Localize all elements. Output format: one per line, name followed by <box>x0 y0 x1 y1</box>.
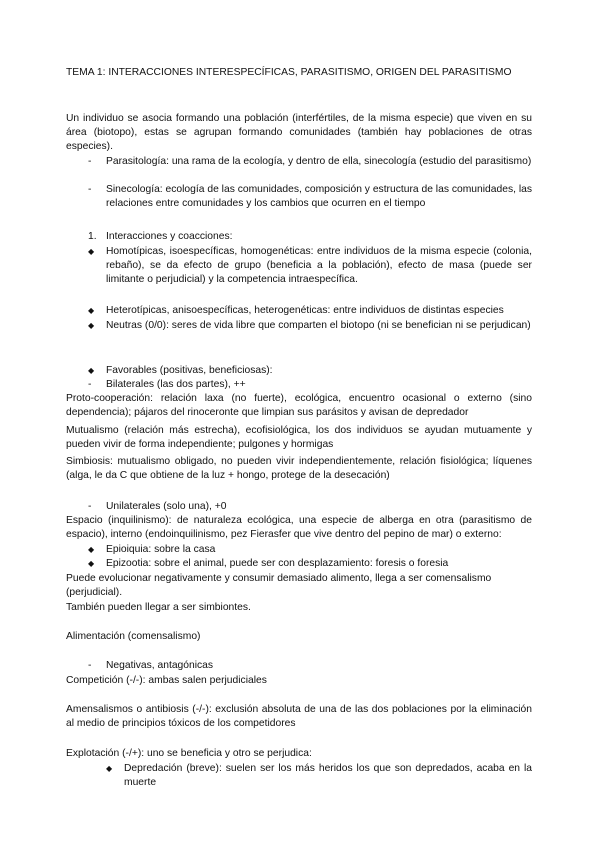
dash-marker: - <box>88 501 92 512</box>
bullet-icon: ◆ <box>88 366 95 375</box>
list-item: Heterotípicas, anisoespecíficas, heterogenéticas: entre individuos de distintas especies <box>106 305 504 316</box>
paragraph-espacio: Espacio (inquilinismo): de naturaleza ecológica, una especie de alberga en otra (parasitismo de espacio), interno (endoinquilinismo, pez Fierasfer que vive dentro del pepino de mar) o externo: <box>66 515 532 541</box>
list-item: Bilaterales (las dos partes), ++ <box>106 379 246 390</box>
paragraph-explotacion: Explotación (-/+): uno se beneficia y otro se perjudica: <box>66 748 312 759</box>
paragraph-evolucionar: Puede evolucionar negativamente y consumir demasiado alimento, llega a ser comensalismo (perjudicial). <box>66 573 492 599</box>
dash-marker: - <box>88 184 92 195</box>
bullet-icon: ◆ <box>106 764 113 773</box>
paragraph-mutualismo: Mutualismo (relación más estrecha), ecofisiológica, los dos individuos se ayudan mutuamente y pueden vivir de forma independiente; pulgones y hormigas <box>66 425 532 451</box>
list-item: Favorables (positivas, beneficiosas): <box>106 365 273 376</box>
list-item: Epioiquia: sobre la casa <box>106 544 216 555</box>
page-title: TEMA 1: INTERACCIONES INTERESPECÍFICAS, PARASITISMO, ORIGEN DEL PARASITISMO <box>66 67 512 78</box>
numbered-heading: Interacciones y coacciones: <box>106 231 233 242</box>
dash-marker: - <box>88 379 92 390</box>
paragraph-alimentacion: Alimentación (comensalismo) <box>66 631 201 642</box>
list-item: Epizootia: sobre el animal, puede ser con desplazamiento: foresis o foresia <box>106 558 449 569</box>
number-marker: 1. <box>88 231 97 242</box>
paragraph-amensalismo: Amensalismos o antibiosis (-/-): exclusión absoluta de una de las dos poblaciones por la eliminación al medio de principios tóxicos de los competidores <box>66 704 532 730</box>
intro-paragraph: Un individuo se asocia formando una población (interfértiles, de la misma especie) que viven en su área (biotopo), estas se agrupan formando comunidades (también hay poblaciones de otras especies). <box>66 113 532 153</box>
paragraph-simbiontes: También pueden llegar a ser simbiontes. <box>66 602 251 613</box>
dash-marker: - <box>88 156 92 167</box>
dash-marker: - <box>88 660 92 671</box>
list-item: Negativas, antagónicas <box>106 660 214 671</box>
paragraph-competicion: Competición (-/-): ambas salen perjudiciales <box>66 675 267 686</box>
bullet-icon: ◆ <box>88 321 95 330</box>
list-item: Homotípicas, isoespecíficas, homogenéticas: entre individuos de la misma especie (colonia, rebaño), se da efecto de grupo (beneficia a la población), efecto de masa (puede ser limitante o perjudicial) y la competencia intraespecífica. <box>106 246 532 286</box>
bullet-icon: ◆ <box>88 247 95 256</box>
paragraph-simbiosis: Simbiosis: mutualismo obligado, no pueden vivir independientemente, relación fisiológica; líquenes (alga, le da C que obtiene de la luz + hongo, protege de la desecación) <box>66 456 532 482</box>
list-item: Depredación (breve): suelen ser los más heridos los que son depredados, acaba en la muerte <box>124 763 532 789</box>
bullet-icon: ◆ <box>88 306 95 315</box>
list-item: Unilaterales (solo una), +0 <box>106 501 227 512</box>
paragraph-protocooperacion: Proto-cooperación: relación laxa (no fuerte), ecológica, encuentro ocasional o externo (sino dependencia); pájaros del rinoceronte que limpian sus parásitos y avisan de depredador <box>66 393 532 419</box>
list-item: Parasitología: una rama de la ecología, y dentro de ella, sinecología (estudio del parasitismo) <box>106 156 532 167</box>
bullet-icon: ◆ <box>88 559 95 568</box>
list-item: Neutras (0/0): seres de vida libre que comparten el biotopo (ni se benefician ni se perjudican) <box>106 320 531 331</box>
bullet-icon: ◆ <box>88 545 95 554</box>
list-item: Sinecología: ecología de las comunidades, composición y estructura de las comunidades, las relaciones entre comunidades y los cambios que ocurren en el tiempo <box>106 184 532 210</box>
